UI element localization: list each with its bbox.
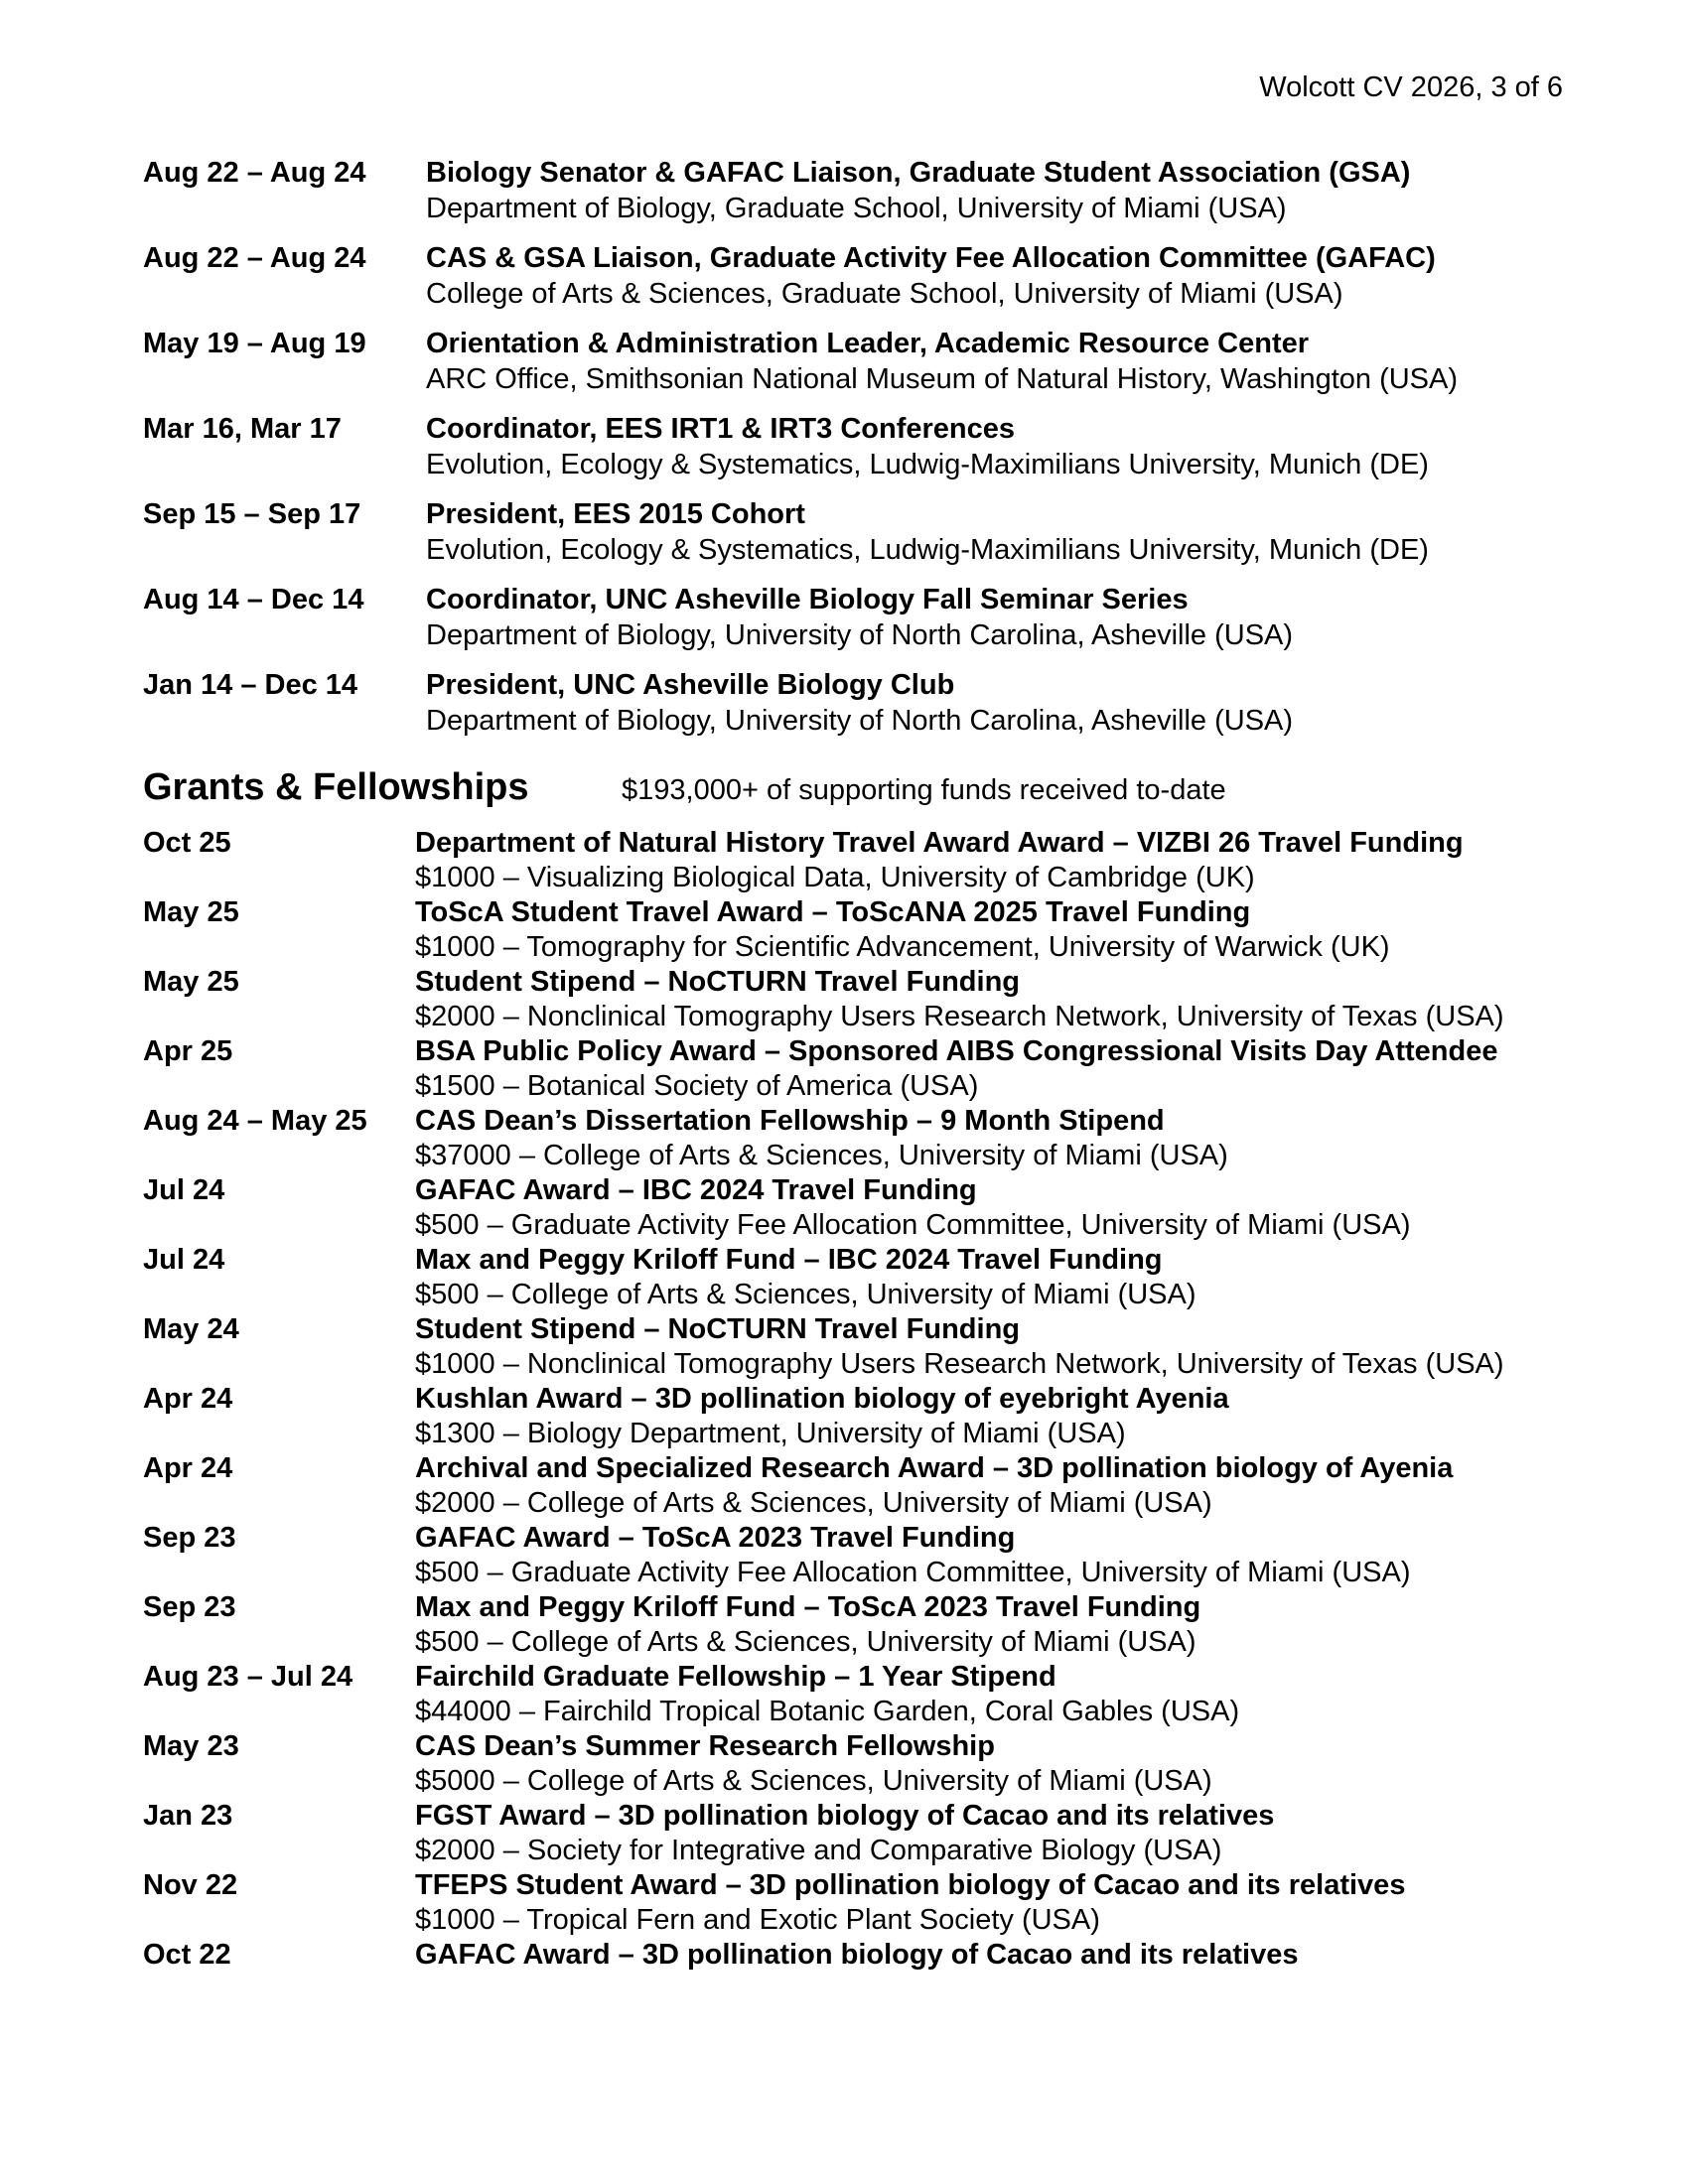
grant-list — [143, 826, 1583, 1973]
entry-title: Coordinator, EES IRT1 & IRT3 Conferences — [426, 413, 1015, 445]
section-title: Grants & Fellowships — [143, 766, 529, 808]
grant-entry — [143, 1521, 1583, 1590]
grant-detail: $44000 – Fairchild Tropical Botanic Garden, Coral Gables (USA) — [415, 1696, 1240, 1727]
grants-section-header — [143, 764, 1226, 810]
grant-entry — [143, 1799, 1583, 1868]
grant-date: Sep 23 — [143, 1522, 236, 1554]
entry-detail: Evolution, Ecology & Systematics, Ludwig-Maximilians University, Munich (DE) — [426, 534, 1429, 566]
grant-entry — [143, 1034, 1583, 1104]
grant-detail: $1000 – Visualizing Biological Data, University of Cambridge (UK) — [415, 862, 1255, 893]
grant-detail: $500 – College of Arts & Sciences, University of Miami (USA) — [415, 1626, 1196, 1658]
grant-title: GAFAC Award – 3D pollination biology of Cacao and its relatives — [415, 1939, 1299, 1971]
grant-title: Kushlan Award – 3D pollination biology of eyebright Ayenia — [415, 1383, 1229, 1415]
entry-body — [426, 582, 1573, 653]
service-entry — [143, 240, 1573, 312]
grant-body — [415, 895, 1583, 965]
entry-body — [426, 667, 1573, 739]
grant-body — [415, 1312, 1583, 1382]
grant-entry — [143, 895, 1583, 965]
grant-body — [415, 965, 1583, 1034]
grant-entry — [143, 1312, 1583, 1382]
entry-title: Biology Senator & GAFAC Liaison, Graduate Student Association (GSA) — [426, 157, 1411, 189]
grant-title: ToScA Student Travel Award – ToScANA 2025 Travel Funding — [415, 896, 1251, 928]
grant-detail: $1500 – Botanical Society of America (USA) — [415, 1070, 979, 1102]
grant-title: Max and Peggy Kriloff Fund – ToScA 2023 Travel Funding — [415, 1591, 1201, 1623]
grant-detail: $2000 – Nonclinical Tomography Users Research Network, University of Texas (USA) — [415, 1001, 1504, 1032]
service-entry — [143, 496, 1573, 568]
entry-date: Aug 14 – Dec 14 — [143, 584, 364, 615]
grant-title: Student Stipend – NoCTURN Travel Funding — [415, 966, 1020, 998]
grant-body — [415, 1451, 1583, 1521]
grant-body — [415, 1799, 1583, 1868]
grant-date: Apr 24 — [143, 1383, 233, 1415]
grant-entry — [143, 1660, 1583, 1729]
entry-date: Mar 16, Mar 17 — [143, 413, 342, 445]
grant-title: FGST Award – 3D pollination biology of Cacao and its relatives — [415, 1800, 1275, 1832]
grant-body — [415, 1521, 1583, 1590]
entry-title: CAS & GSA Liaison, Graduate Activity Fee Allocation Committee (GAFAC) — [426, 242, 1436, 274]
grant-title: BSA Public Policy Award – Sponsored AIBS Congressional Visits Day Attendee — [415, 1035, 1498, 1067]
entry-date: Jan 14 – Dec 14 — [143, 669, 358, 701]
grant-body — [415, 1034, 1583, 1104]
entry-body — [426, 411, 1573, 482]
grant-detail: $500 – College of Arts & Sciences, University of Miami (USA) — [415, 1279, 1196, 1310]
grant-detail: $1000 – Nonclinical Tomography Users Research Network, University of Texas (USA) — [415, 1348, 1504, 1380]
grant-entry — [143, 1173, 1583, 1243]
entry-title: President, UNC Asheville Biology Club — [426, 669, 955, 701]
grant-date: Oct 22 — [143, 1939, 231, 1971]
grant-detail: $37000 – College of Arts & Sciences, University of Miami (USA) — [415, 1140, 1228, 1171]
entry-detail: Department of Biology, University of North Carolina, Asheville (USA) — [426, 619, 1294, 651]
grant-title: CAS Dean’s Dissertation Fellowship – 9 Month Stipend — [415, 1105, 1165, 1137]
funds-summary: $193,000+ of supporting funds received to-date — [622, 774, 1226, 806]
grant-title: Student Stipend – NoCTURN Travel Funding — [415, 1313, 1020, 1345]
grant-date: Aug 23 – Jul 24 — [143, 1661, 353, 1693]
service-list — [143, 155, 1573, 752]
grant-body — [415, 1729, 1583, 1799]
grant-title: GAFAC Award – IBC 2024 Travel Funding — [415, 1174, 977, 1206]
grant-date: Apr 25 — [143, 1035, 233, 1067]
grant-date: Apr 24 — [143, 1452, 233, 1484]
entry-detail: College of Arts & Sciences, Graduate School, University of Miami (USA) — [426, 278, 1343, 310]
entry-date: May 19 – Aug 19 — [143, 328, 366, 359]
grant-entry — [143, 1382, 1583, 1451]
grant-body — [415, 1938, 1583, 1973]
grant-title: Department of Natural History Travel Award Award – VIZBI 26 Travel Funding — [415, 827, 1464, 859]
entry-detail: Department of Biology, Graduate School, University of Miami (USA) — [426, 193, 1287, 224]
grant-date: Aug 24 – May 25 — [143, 1105, 367, 1137]
grant-date: Jan 23 — [143, 1800, 233, 1832]
entry-date: Aug 22 – Aug 24 — [143, 157, 366, 189]
entry-body — [426, 326, 1573, 397]
grant-detail: $2000 – Society for Integrative and Comparative Biology (USA) — [415, 1835, 1222, 1866]
entry-title: President, EES 2015 Cohort — [426, 498, 805, 530]
grant-body — [415, 1590, 1583, 1660]
grant-entry — [143, 826, 1583, 895]
grant-body — [415, 1243, 1583, 1312]
page-header: Wolcott CV 2026, 3 of 6 — [1259, 71, 1563, 103]
entry-detail: Department of Biology, University of North Carolina, Asheville (USA) — [426, 705, 1294, 737]
grant-body — [415, 1868, 1583, 1938]
grant-entry — [143, 1104, 1583, 1173]
grant-title: GAFAC Award – ToScA 2023 Travel Funding — [415, 1522, 1016, 1554]
grant-entry — [143, 1243, 1583, 1312]
service-entry — [143, 667, 1573, 739]
grant-detail: $1000 – Tropical Fern and Exotic Plant Society (USA) — [415, 1904, 1100, 1936]
grant-body — [415, 1104, 1583, 1173]
grant-date: Jul 24 — [143, 1174, 225, 1206]
entry-detail: ARC Office, Smithsonian National Museum of Natural History, Washington (USA) — [426, 363, 1459, 395]
grant-detail: $500 – Graduate Activity Fee Allocation Committee, University of Miami (USA) — [415, 1209, 1411, 1241]
grant-date: May 23 — [143, 1730, 239, 1762]
grant-date: Nov 22 — [143, 1869, 238, 1901]
entry-body — [426, 240, 1573, 312]
grant-date: Oct 25 — [143, 827, 231, 859]
grant-date: May 25 — [143, 896, 239, 928]
grant-body — [415, 1382, 1583, 1451]
entry-body — [426, 155, 1573, 226]
grant-date: May 25 — [143, 966, 239, 998]
grant-title: CAS Dean’s Summer Research Fellowship — [415, 1730, 995, 1762]
grant-entry — [143, 1590, 1583, 1660]
grant-title: Archival and Specialized Research Award – 3D pollination biology of Ayenia — [415, 1452, 1454, 1484]
service-entry — [143, 582, 1573, 653]
entry-title: Coordinator, UNC Asheville Biology Fall Seminar Series — [426, 584, 1189, 615]
entry-date: Sep 15 – Sep 17 — [143, 498, 361, 530]
grant-detail: $5000 – College of Arts & Sciences, University of Miami (USA) — [415, 1765, 1212, 1797]
grant-title: Fairchild Graduate Fellowship – 1 Year Stipend — [415, 1661, 1056, 1693]
grant-detail: $2000 – College of Arts & Sciences, University of Miami (USA) — [415, 1487, 1212, 1519]
grant-body — [415, 1173, 1583, 1243]
entry-detail: Evolution, Ecology & Systematics, Ludwig-Maximilians University, Munich (DE) — [426, 449, 1429, 480]
grant-title: TFEPS Student Award – 3D pollination biology of Cacao and its relatives — [415, 1869, 1406, 1901]
grant-body — [415, 1660, 1583, 1729]
grant-detail: $1000 – Tomography for Scientific Advancement, University of Warwick (UK) — [415, 931, 1390, 963]
grant-date: Sep 23 — [143, 1591, 236, 1623]
grant-entry — [143, 1868, 1583, 1938]
entry-body — [426, 496, 1573, 568]
grant-detail: $1300 – Biology Department, University of Miami (USA) — [415, 1418, 1126, 1449]
entry-title: Orientation & Administration Leader, Academic Resource Center — [426, 328, 1310, 359]
grant-entry — [143, 965, 1583, 1034]
service-entry — [143, 155, 1573, 226]
grant-entry — [143, 1729, 1583, 1799]
service-entry — [143, 411, 1573, 482]
grant-body — [415, 826, 1583, 895]
entry-date: Aug 22 – Aug 24 — [143, 242, 366, 274]
grant-entry — [143, 1451, 1583, 1521]
grant-entry — [143, 1938, 1583, 1973]
grant-date: May 24 — [143, 1313, 239, 1345]
grant-date: Jul 24 — [143, 1244, 225, 1276]
service-entry — [143, 326, 1573, 397]
grant-title: Max and Peggy Kriloff Fund – IBC 2024 Travel Funding — [415, 1244, 1163, 1276]
grant-detail: $500 – Graduate Activity Fee Allocation Committee, University of Miami (USA) — [415, 1557, 1411, 1588]
